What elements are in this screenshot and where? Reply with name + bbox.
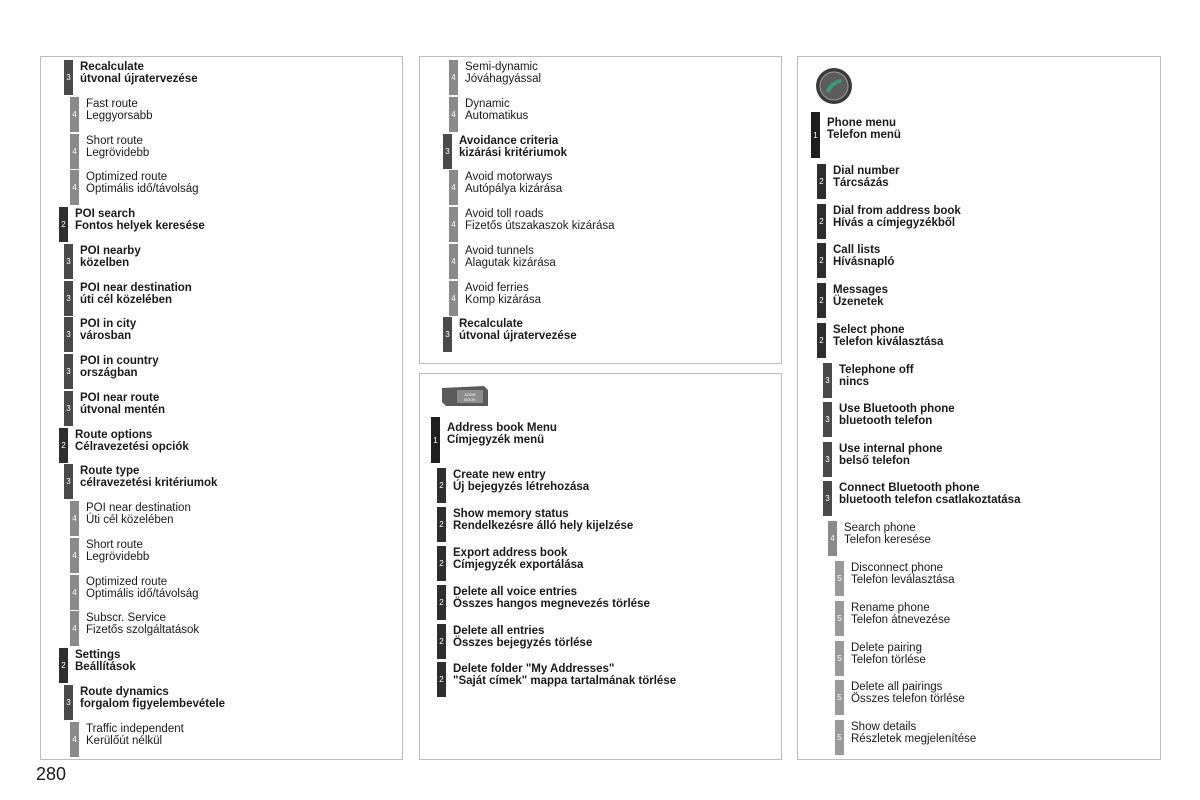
entry-label-english: Delete pairing	[851, 642, 922, 654]
entry-text	[465, 208, 615, 232]
entry-label-english: Recalculate	[459, 318, 523, 331]
entry-label-english: Optimized route	[86, 575, 168, 588]
entry-label-hungarian: Komp kizárása	[465, 293, 542, 306]
entry-label-hungarian: Alagutak kizárása	[465, 256, 556, 269]
entry-text	[80, 61, 198, 85]
entry-label-english: Fast route	[86, 97, 138, 110]
level-badge: 4	[449, 97, 458, 132]
entry-text	[80, 245, 141, 269]
level-badge: 2	[817, 283, 826, 318]
level-badge: 4	[70, 538, 79, 573]
level-badge: 4	[449, 281, 458, 316]
entry-text	[465, 245, 556, 269]
entry-label-hungarian: Autópálya kizárása	[465, 183, 563, 196]
level-badge: 3	[823, 363, 832, 398]
entry-label-english: Route dynamics	[80, 685, 169, 698]
level-badge: 3	[823, 402, 832, 437]
entry-text	[839, 482, 1020, 506]
entry-label-hungarian: úti cél közelében	[80, 293, 173, 306]
entry-label-hungarian: Fizetős szolgáltatások	[86, 624, 200, 637]
level-badge: 3	[64, 391, 73, 426]
level-badge: 2	[437, 662, 446, 697]
entry-text	[75, 649, 136, 673]
level-badge: 2	[817, 164, 826, 199]
entry-text	[833, 205, 961, 229]
level-badge: 2	[437, 546, 446, 581]
level-badge: 5	[835, 641, 844, 676]
level-badge: 3	[64, 244, 73, 279]
level-badge: 2	[437, 624, 446, 659]
level-badge: 4	[449, 170, 458, 205]
level-badge: 3	[443, 134, 452, 169]
entry-text	[80, 686, 225, 710]
page-number: 280	[36, 764, 67, 784]
level-badge: 4	[70, 722, 79, 757]
entry-label-hungarian: bluetooth telefon	[839, 415, 933, 427]
entry-label-english: Show memory status	[453, 508, 569, 520]
entry-label-english: Dynamic	[465, 97, 510, 110]
entry-label-hungarian: belső telefon	[839, 455, 910, 467]
entry-label-hungarian: Legrövidebb	[86, 146, 150, 159]
entry-label-hungarian: "Saját címek" mappa tartalmának törlése	[453, 675, 677, 687]
entry-label-english: Show details	[851, 721, 917, 733]
level-badge: 3	[64, 685, 73, 720]
entry-label-hungarian: nincs	[839, 376, 870, 388]
entry-text	[86, 723, 184, 747]
entry-label-english: Route type	[80, 465, 140, 478]
entry-label-english: Phone menu	[827, 117, 897, 129]
entry-label-english: Semi-dynamic	[465, 61, 538, 73]
entry-label-hungarian: közelben	[80, 256, 130, 269]
entry-text	[75, 429, 189, 453]
entry-label-hungarian: Telefon leválasztása	[851, 574, 955, 586]
address-book-icon-label-2: BOOK	[464, 397, 476, 402]
level-badge: 3	[64, 60, 73, 95]
level-badge: 4	[70, 134, 79, 169]
entry-label-hungarian: városban	[80, 330, 132, 343]
entry-text	[75, 208, 205, 232]
level-badge: 4	[449, 244, 458, 279]
level-badge: 5	[835, 720, 844, 755]
entry-label-english: Rename phone	[851, 602, 930, 614]
entry-label-english: Delete all voice entries	[453, 586, 578, 598]
level-badge: 2	[59, 648, 68, 683]
level-badge: 3	[64, 317, 73, 352]
entry-label-hungarian: Hívás a címjegyzékből	[833, 217, 956, 229]
entry-text	[80, 282, 192, 306]
entry-text	[80, 355, 159, 379]
entry-label-hungarian: kizárási kritériumok	[459, 146, 568, 159]
entry-label-english: Recalculate	[80, 61, 144, 73]
entry-text	[851, 681, 965, 705]
entry-text	[453, 663, 676, 687]
entry-text	[80, 392, 165, 416]
level-badge: 2	[437, 468, 446, 503]
entry-text	[839, 443, 943, 467]
entry-label-english: Export address book	[453, 547, 568, 559]
entry-label-hungarian: Hívásnapló	[833, 256, 895, 268]
entry-text	[453, 469, 589, 493]
entry-label-english: POI near route	[80, 391, 160, 404]
entry-text	[851, 602, 950, 626]
entry-text	[453, 508, 633, 532]
entry-label-english: Delete all entries	[453, 625, 545, 637]
entry-label-english: Delete all pairings	[851, 681, 943, 693]
entry-label-english: Messages	[833, 284, 888, 296]
level-badge: 2	[817, 204, 826, 239]
level-badge: 2	[817, 323, 826, 358]
entry-label-hungarian: Legrövidebb	[86, 550, 150, 563]
entry-text	[86, 135, 149, 159]
entry-label-english: POI in country	[80, 355, 159, 367]
entry-text	[86, 171, 199, 195]
level-badge: 3	[823, 481, 832, 516]
entry-label-hungarian: Címjegyzék menü	[447, 434, 545, 446]
entry-text	[839, 364, 914, 388]
entry-text	[459, 135, 567, 159]
entry-label-english: Create new entry	[453, 469, 546, 481]
entry-label-hungarian: Részletek megjelenítése	[851, 733, 977, 745]
level-badge: 4	[70, 501, 79, 536]
entry-label-hungarian: útvonal újratervezése	[459, 330, 577, 343]
entry-label-english: Telephone off	[839, 364, 914, 376]
entry-label-english: Dial from address book	[833, 205, 961, 217]
entry-text	[86, 612, 199, 636]
level-badge: 4	[70, 97, 79, 132]
level-badge: 3	[823, 442, 832, 477]
level-badge: 4	[449, 60, 458, 95]
entry-label-hungarian: Telefon keresése	[844, 534, 931, 546]
entry-label-english: Short route	[86, 134, 143, 147]
entry-label-hungarian: Automatikus	[465, 109, 529, 122]
entry-label-hungarian: útvonal újratervezése	[80, 73, 198, 85]
entry-label-hungarian: Összes bejegyzés törlése	[453, 637, 593, 649]
entry-label-hungarian: Optimális idő/távolság	[86, 587, 199, 600]
entry-label-english: POI near destination	[86, 502, 191, 514]
entry-label-english: Settings	[75, 649, 121, 661]
entry-label-english: Connect Bluetooth phone	[839, 482, 980, 494]
entry-label-english: Avoid motorways	[465, 171, 553, 184]
entry-label-hungarian: Új bejegyzés létrehozása	[453, 481, 590, 493]
level-badge: 3	[64, 354, 73, 389]
entry-label-hungarian: Beállítások	[75, 661, 136, 673]
entry-label-english: Avoid toll roads	[465, 208, 544, 220]
entry-label-english: Traffic independent	[86, 722, 184, 735]
entry-label-english: Address book Menu	[447, 422, 557, 434]
entry-label-english: POI search	[75, 208, 136, 220]
entry-label-english: Use internal phone	[839, 443, 943, 455]
entry-text	[459, 318, 577, 342]
level-badge: 2	[59, 428, 68, 463]
level-badge: 4	[70, 575, 79, 610]
entry-text	[851, 721, 976, 745]
entry-text	[86, 539, 149, 563]
entry-label-hungarian: Úti cél közelében	[86, 514, 174, 526]
entry-text	[833, 284, 888, 308]
address-book-icon	[440, 384, 490, 413]
entry-label-hungarian: Telefon menü	[827, 129, 901, 141]
level-badge: 4	[70, 170, 79, 205]
entry-label-english: POI nearby	[80, 244, 141, 257]
entry-text	[833, 165, 899, 189]
address-book-icon-label-1: ADDR	[464, 392, 476, 397]
level-badge: 3	[443, 317, 452, 352]
level-badge: 1	[811, 112, 820, 158]
entry-label-hungarian: Összes telefon törlése	[851, 693, 965, 705]
entry-label-hungarian: Jóváhagyással	[465, 73, 542, 85]
level-badge: 2	[817, 243, 826, 278]
level-badge: 3	[64, 464, 73, 499]
entry-text	[453, 547, 583, 571]
entry-text	[86, 502, 191, 526]
level-badge: 2	[59, 207, 68, 242]
entry-label-hungarian: Telefon törlése	[851, 654, 926, 666]
level-badge: 4	[828, 521, 837, 556]
entry-label-english: POI near destination	[80, 281, 192, 294]
entry-label-hungarian: célravezetési kritériumok	[80, 477, 218, 490]
entry-label-english: Short route	[86, 538, 143, 551]
entry-text	[465, 282, 541, 306]
entry-text	[465, 171, 562, 195]
entry-text	[827, 117, 901, 141]
entry-label-hungarian: Fontos helyek keresése	[75, 220, 205, 232]
entry-label-hungarian: bluetooth telefon csatlakoztatása	[839, 494, 1021, 506]
entry-text	[844, 522, 931, 546]
entry-label-hungarian: Telefon átnevezése	[851, 614, 951, 626]
level-badge: 5	[835, 680, 844, 715]
level-badge: 5	[835, 561, 844, 596]
entry-label-english: Call lists	[833, 244, 881, 256]
entry-label-english: Dial number	[833, 165, 900, 177]
entry-text	[839, 403, 955, 427]
entry-label-english: Avoidance criteria	[459, 134, 559, 147]
entry-label-english: POI in city	[80, 318, 137, 331]
entry-label-hungarian: országban	[80, 367, 138, 379]
entry-label-hungarian: Célravezetési opciók	[75, 440, 189, 453]
entry-text	[851, 562, 955, 586]
entry-label-hungarian: forgalom figyelembevétele	[80, 697, 226, 710]
level-badge: 2	[437, 507, 446, 542]
level-badge: 3	[64, 281, 73, 316]
level-badge: 1	[431, 417, 440, 463]
entry-label-hungarian: Tárcsázás	[833, 177, 889, 189]
entry-label-hungarian: Fizetős útszakaszok kizárása	[465, 220, 615, 232]
entry-label-hungarian: Üzenetek	[833, 296, 884, 308]
entry-label-hungarian: Kerülőút nélkül	[86, 734, 163, 747]
entry-text	[833, 244, 894, 268]
entry-label-hungarian: Telefon kiválasztása	[833, 336, 944, 348]
level-badge: 2	[437, 585, 446, 620]
level-badge: 4	[449, 207, 458, 242]
entry-label-hungarian: Rendelkezésre álló hely kijelzése	[453, 520, 634, 532]
entry-text	[80, 465, 217, 489]
entry-label-hungarian: Címjegyzék exportálása	[453, 559, 584, 571]
entry-label-english: Disconnect phone	[851, 562, 944, 574]
entry-text	[465, 61, 541, 85]
phone-icon	[815, 67, 853, 110]
entry-label-english: Avoid ferries	[465, 281, 529, 294]
level-badge: 4	[70, 611, 79, 646]
entry-label-english: Avoid tunnels	[465, 244, 534, 257]
entry-text	[453, 586, 650, 610]
entry-text	[86, 98, 153, 122]
entry-label-english: Use Bluetooth phone	[839, 403, 955, 415]
entry-label-english: Subscr. Service	[86, 612, 166, 625]
level-badge: 5	[835, 601, 844, 636]
entry-text	[833, 324, 943, 348]
entry-text	[80, 318, 136, 342]
entry-label-english: Optimized route	[86, 171, 168, 184]
entry-text	[447, 422, 557, 446]
entry-label-hungarian: útvonal mentén	[80, 403, 165, 416]
entry-label-english: Select phone	[833, 324, 905, 336]
entry-label-hungarian: Összes hangos megnevezés törlése	[453, 598, 650, 610]
entry-label-english: Route options	[75, 428, 153, 441]
entry-text	[86, 576, 199, 600]
entry-label-english: Search phone	[844, 522, 916, 534]
entry-label-hungarian: Leggyorsabb	[86, 109, 153, 122]
entry-text	[453, 625, 592, 649]
entry-text	[851, 642, 926, 666]
entry-text	[465, 98, 528, 122]
entry-label-english: Delete folder "My Addresses"	[453, 663, 615, 675]
entry-label-hungarian: Optimális idő/távolság	[86, 183, 199, 196]
